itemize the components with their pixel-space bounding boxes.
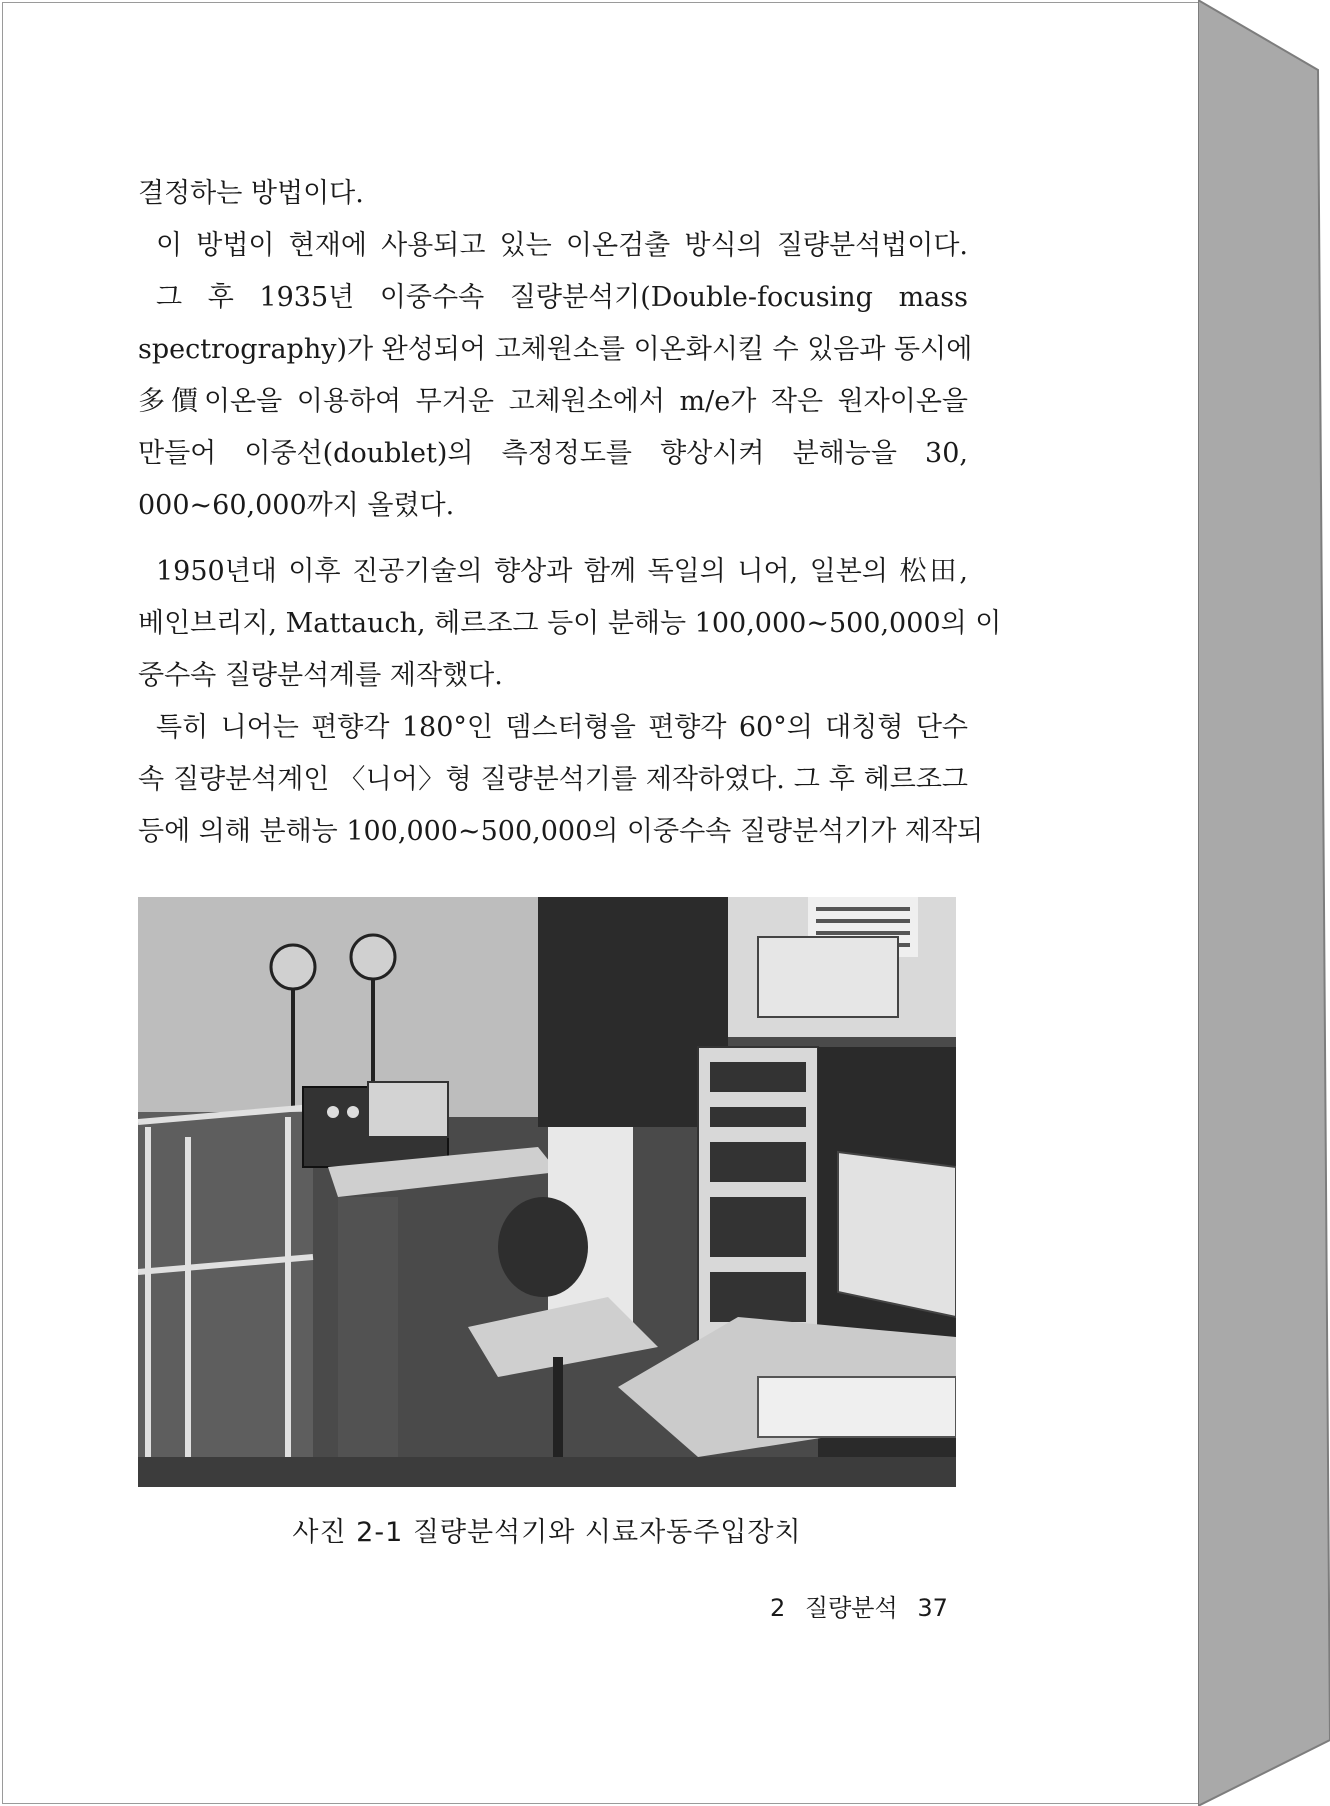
- chapter-title: 질량분석: [804, 1594, 898, 1622]
- text-line: 1950년대 이후 진공기술의 향상과 함께 독일의 니어, 일본의 松田,: [156, 556, 968, 587]
- page-number: 37: [917, 1594, 948, 1622]
- page-footer: [770, 1588, 960, 1623]
- text-line: 특히 니어는 편향각 180°인 뎀스터형을 편향각 60°의 대칭형 단수: [156, 712, 968, 743]
- text-line: 그 후 1935년 이중수속 질량분석기(Double-focusing mass: [156, 282, 968, 313]
- text-line: 베인브리지, Mattauch, 헤르조그 등이 분해능 100,000~500,000의 이: [138, 608, 1002, 639]
- text-line: spectrography)가 완성되어 고체원소를 이온화시킬 수 있음과 동시에: [138, 334, 973, 365]
- text-line: 만들어 이중선(doublet)의 측정정도를 향상시켜 분해능을 30,: [138, 438, 968, 469]
- text-line: 중수속 질량분석계를 제작했다.: [138, 660, 503, 691]
- page-edge-shadow: [1198, 0, 1330, 1806]
- lab-equipment-photo: [138, 897, 956, 1487]
- figure-caption: 사진 2-1 질량분석기와 시료자동주입장치: [292, 1517, 802, 1548]
- text-line: 000~60,000까지 올렸다.: [138, 490, 455, 521]
- text-line: 속 질량분석계인 〈니어〉형 질량분석기를 제작하였다. 그 후 헤르조그: [138, 764, 968, 795]
- chapter-number: 2: [770, 1594, 786, 1622]
- text-line: 등에 의해 분해능 100,000~500,000의 이중수속 질량분석기가 제작되: [138, 816, 984, 847]
- text-line: 多價이온을 이용하여 무거운 고체원소에서 m/e가 작은 원자이온을: [138, 386, 968, 417]
- text-line: 결정하는 방법이다.: [138, 178, 364, 209]
- text-line: 이 방법이 현재에 사용되고 있는 이온검출 방식의 질량분석법이다.: [156, 230, 968, 261]
- body-text: [138, 168, 1002, 858]
